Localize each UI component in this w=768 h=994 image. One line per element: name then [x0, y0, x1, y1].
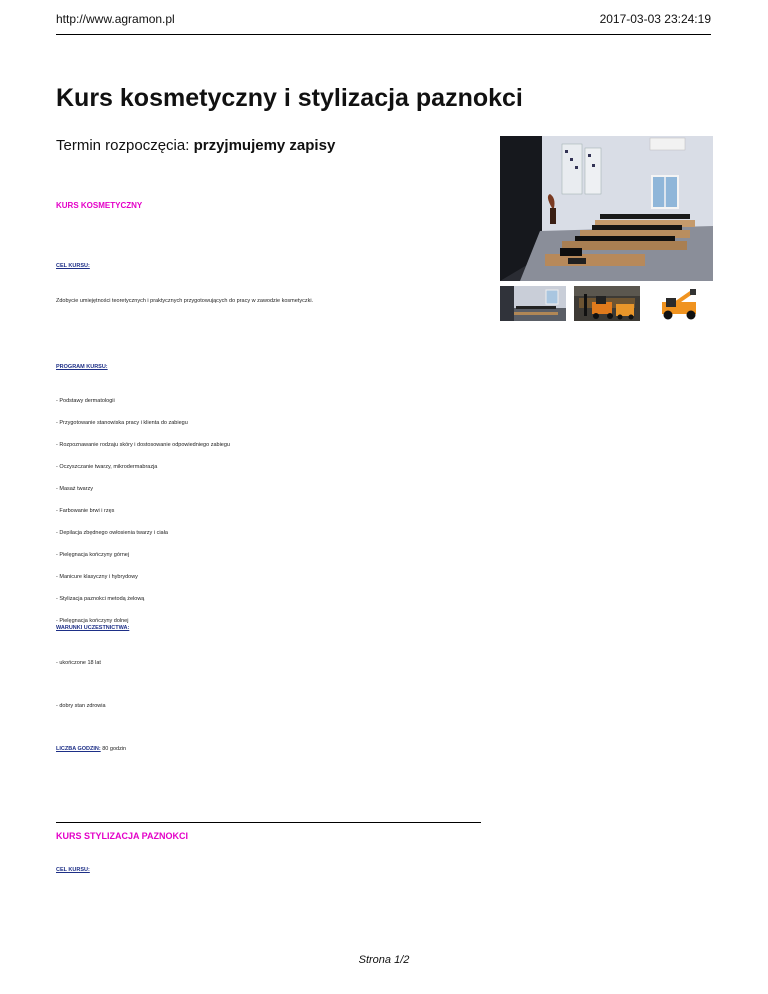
- start-date-line: [56, 137, 335, 154]
- liczba-godzin-value: 80 godzin: [100, 746, 127, 752]
- program-item: - Masaż twarzy: [56, 486, 93, 492]
- thumbnail-telehandler[interactable]: [648, 286, 714, 321]
- program-item: - Oczyszczanie twarzy, mikrodermabrazja: [56, 464, 158, 470]
- program-item: - Podstawy dermatologii: [56, 398, 115, 404]
- page-header: [56, 10, 711, 35]
- thumbnail-classroom[interactable]: [500, 286, 566, 321]
- warunki-label: WARUNKI UCZESTNICTWA:: [56, 625, 130, 631]
- section-heading-stylizacja-paznokci: KURS STYLIZACJA PAZNOKCI: [56, 831, 189, 841]
- program-item: - Pielęgnacja kończyny dolnej: [56, 618, 129, 624]
- program-item: - Depilacja zbędnego owłosienia twarzy i ciała: [56, 530, 168, 536]
- classroom-photo[interactable]: [500, 136, 713, 281]
- cel-kursu-text: Zdobycie umiejętności teoretycznych i praktycznych przygotowujących do pracy w zawodzie kosmetyczki.: [56, 298, 314, 304]
- page-title: Kurs kosmetyczny i stylizacja paznokci: [56, 84, 523, 112]
- program-kursu-label: PROGRAM KURSU:: [56, 364, 108, 370]
- program-item: - Manicure klasyczny i hybrydowy: [56, 574, 138, 580]
- section-heading-kurs-kosmetyczny: KURS KOSMETYCZNY: [56, 201, 143, 210]
- program-item: - Farbowanie brwi i rzęs: [56, 508, 115, 514]
- start-date-label: Termin rozpoczęcia:: [56, 137, 190, 154]
- cel-kursu-label-2: CEL KURSU:: [56, 867, 90, 873]
- header-url[interactable]: http://www.agramon.pl: [56, 12, 175, 26]
- header-datetime: 2017-03-03 23:24:19: [599, 12, 711, 26]
- page-number: Strona 1/2: [358, 954, 410, 966]
- section-divider: [56, 822, 481, 823]
- liczba-godzin-line: [56, 746, 126, 752]
- warunki-item: - ukończone 18 lat: [56, 660, 101, 666]
- program-item: - Pielęgnacja kończyny górnej: [56, 552, 130, 558]
- start-date-value: przyjmujemy zapisy: [193, 137, 336, 154]
- program-item: - Rozpoznawanie rodzaju skóry i dostosowanie odpowiedniego zabiegu: [56, 442, 230, 448]
- thumbnail-forklift[interactable]: [574, 286, 640, 321]
- liczba-godzin-label: LICZBA GODZIN:: [56, 746, 101, 752]
- program-item: - Stylizacja paznokci metodą żelową: [56, 596, 145, 602]
- program-item: - Przygotowanie stanowiska pracy i klienta do zabiegu: [56, 420, 188, 426]
- cel-kursu-label: CEL KURSU:: [56, 263, 90, 269]
- warunki-item: - dobry stan zdrowia: [56, 703, 106, 709]
